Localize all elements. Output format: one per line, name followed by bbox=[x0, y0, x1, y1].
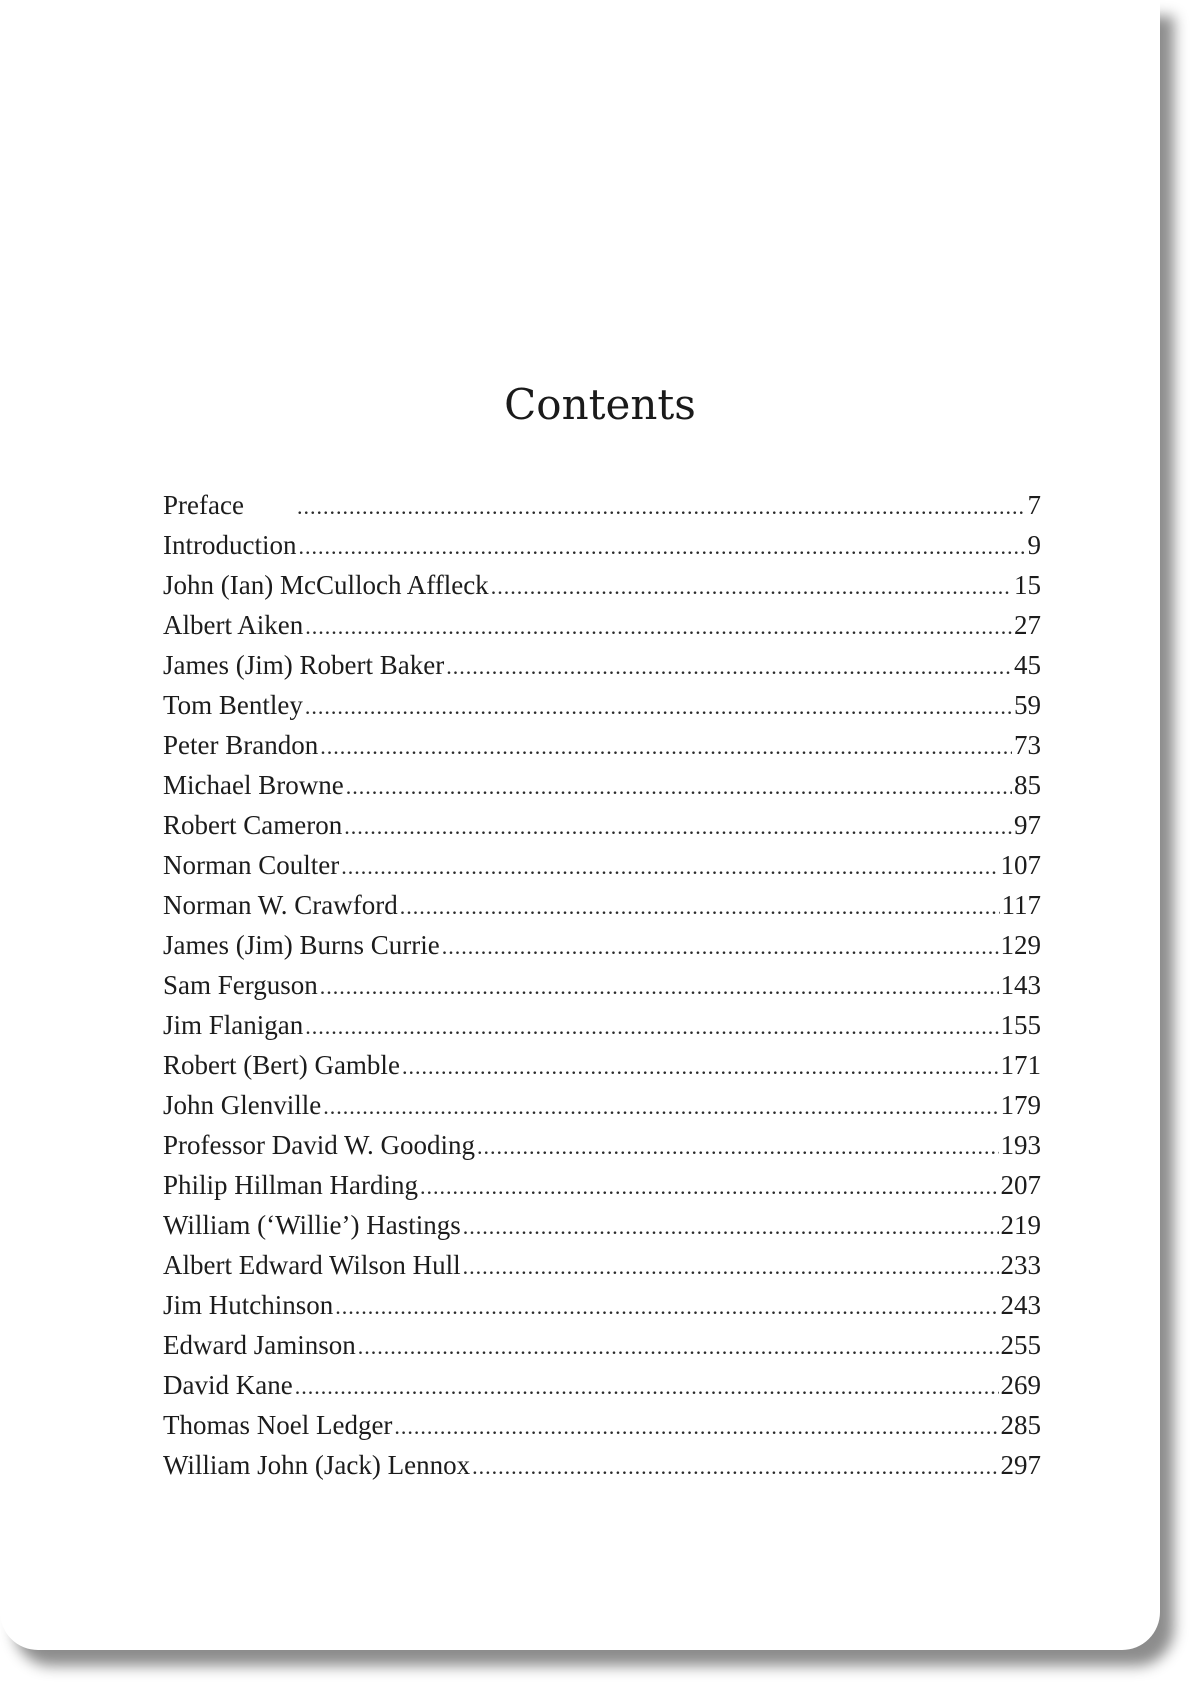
toc-entry bbox=[163, 1245, 1041, 1285]
toc-entry-page-number: 27 bbox=[1014, 610, 1041, 640]
toc-entry-page-number: 219 bbox=[1000, 1210, 1041, 1240]
toc-entry-label: Robert Cameron bbox=[163, 810, 343, 840]
toc-entry-page-number: 9 bbox=[1027, 530, 1041, 560]
toc-entry-label: William John (Jack) Lennox bbox=[163, 1450, 471, 1480]
toc-entry-page-number: 85 bbox=[1014, 770, 1041, 800]
toc-entry-page-number: 243 bbox=[1000, 1290, 1041, 1320]
toc-entry-label: Tom Bentley bbox=[163, 690, 303, 720]
toc-entry bbox=[163, 565, 1041, 605]
toc-entry-label: Norman W. Crawford bbox=[163, 890, 398, 920]
toc-entry bbox=[163, 1165, 1041, 1205]
toc-entry-page-number: 297 bbox=[1000, 1450, 1041, 1480]
toc-entry bbox=[163, 925, 1041, 965]
toc-entry-page-number: 73 bbox=[1014, 730, 1041, 760]
toc-entry-label: David Kane bbox=[163, 1370, 293, 1400]
toc-entry bbox=[163, 765, 1041, 805]
toc-entry bbox=[163, 725, 1041, 765]
toc-entry-label: Robert (Bert) Gamble bbox=[163, 1050, 400, 1080]
toc-dot-leader bbox=[295, 1367, 999, 1407]
toc-dot-leader bbox=[341, 847, 998, 887]
toc-entry-label: Albert Aiken bbox=[163, 610, 304, 640]
toc-dot-leader bbox=[420, 1167, 999, 1207]
toc-entry bbox=[163, 1445, 1041, 1485]
toc-entry-page-number: 233 bbox=[1000, 1250, 1041, 1280]
toc-dot-leader bbox=[491, 567, 1012, 607]
toc-entry bbox=[163, 1085, 1041, 1125]
toc-dot-leader bbox=[477, 1127, 999, 1167]
toc-entry-label: Norman Coulter bbox=[163, 850, 340, 880]
toc-entry-label: Jim Hutchinson bbox=[163, 1290, 334, 1320]
toc-entry-label: Introduction bbox=[163, 530, 297, 560]
toc-entry-page-number: 107 bbox=[1000, 850, 1041, 880]
toc-entry bbox=[163, 965, 1041, 1005]
table-of-contents bbox=[163, 485, 1041, 1485]
toc-entry-label: Thomas Noel Ledger bbox=[163, 1410, 393, 1440]
toc-entry-label: Jim Flanigan bbox=[163, 1010, 304, 1040]
toc-entry bbox=[163, 1325, 1041, 1365]
toc-dot-leader bbox=[442, 927, 999, 967]
toc-entry-label: John (Ian) McCulloch Affleck bbox=[163, 570, 489, 600]
toc-entry-page-number: 45 bbox=[1014, 650, 1041, 680]
toc-entry-label: William (‘Willie’) Hastings bbox=[163, 1210, 461, 1240]
toc-entry-page-number: 269 bbox=[1000, 1370, 1041, 1400]
toc-entry-page-number: 59 bbox=[1014, 690, 1041, 720]
toc-entry-page-number: 143 bbox=[1000, 970, 1041, 1000]
toc-entry-page-number: 207 bbox=[1000, 1170, 1041, 1200]
toc-dot-leader bbox=[323, 1087, 998, 1127]
toc-entry-page-number: 179 bbox=[1000, 1090, 1041, 1120]
toc-entry bbox=[163, 1045, 1041, 1085]
toc-dot-leader bbox=[472, 1447, 998, 1487]
toc-dot-leader bbox=[305, 687, 1012, 727]
toc-entry bbox=[163, 1365, 1041, 1405]
toc-dot-leader bbox=[400, 887, 1000, 927]
toc-dot-leader bbox=[335, 1287, 998, 1327]
toc-entry-page-number: 7 bbox=[1027, 490, 1041, 520]
toc-dot-leader bbox=[298, 527, 1025, 567]
toc-entry-label: John Glenville bbox=[163, 1090, 322, 1120]
toc-dot-leader bbox=[320, 727, 1012, 767]
toc-dot-leader bbox=[297, 487, 1026, 527]
toc-entry bbox=[163, 1125, 1041, 1165]
toc-entry-page-number: 155 bbox=[1000, 1010, 1041, 1040]
toc-entry-page-number: 193 bbox=[1000, 1130, 1041, 1160]
toc-dot-leader bbox=[320, 967, 999, 1007]
toc-entry-label: Albert Edward Wilson Hull bbox=[163, 1250, 461, 1280]
toc-entry-page-number: 255 bbox=[1000, 1330, 1041, 1360]
toc-entry-page-number: 171 bbox=[1000, 1050, 1041, 1080]
toc-entry bbox=[163, 845, 1041, 885]
toc-entry-page-number: 97 bbox=[1014, 810, 1041, 840]
toc-dot-leader bbox=[305, 1007, 998, 1047]
toc-entry-label: Professor David W. Gooding bbox=[163, 1130, 475, 1160]
page-title: Contents bbox=[504, 380, 696, 429]
toc-dot-leader bbox=[402, 1047, 999, 1087]
toc-entry-page-number: 117 bbox=[1001, 890, 1041, 920]
toc-entry bbox=[163, 605, 1041, 645]
toc-entry-page-number: 129 bbox=[1000, 930, 1041, 960]
toc-entry bbox=[163, 805, 1041, 845]
toc-dot-leader bbox=[344, 807, 1012, 847]
toc-dot-leader bbox=[346, 767, 1012, 807]
toc-entry-page-number: 15 bbox=[1014, 570, 1041, 600]
toc-entry-label: Peter Brandon bbox=[163, 730, 319, 760]
toc-entry-label: Preface bbox=[163, 490, 244, 520]
toc-dot-leader bbox=[394, 1407, 998, 1447]
toc-entry bbox=[163, 525, 1041, 565]
toc-entry-page-number: 285 bbox=[1000, 1410, 1041, 1440]
toc-dot-leader bbox=[463, 1207, 999, 1247]
toc-dot-leader bbox=[305, 607, 1012, 647]
toc-entry bbox=[163, 1405, 1041, 1445]
toc-entry bbox=[163, 685, 1041, 725]
toc-entry bbox=[163, 1205, 1041, 1245]
toc-entry bbox=[163, 885, 1041, 925]
toc-entry-label: Michael Browne bbox=[163, 770, 344, 800]
toc-entry-label: Sam Ferguson bbox=[163, 970, 318, 1000]
toc-dot-leader bbox=[463, 1247, 999, 1287]
toc-dot-leader bbox=[446, 647, 1012, 687]
toc-entry-label: James (Jim) Robert Baker bbox=[163, 650, 445, 680]
toc-entry bbox=[163, 645, 1041, 685]
toc-entry-label: Edward Jaminson bbox=[163, 1330, 356, 1360]
toc-entry bbox=[163, 1285, 1041, 1325]
toc-entry bbox=[163, 1005, 1041, 1045]
toc-entry-label: Philip Hillman Harding bbox=[163, 1170, 418, 1200]
toc-entry bbox=[163, 485, 1041, 525]
toc-entry-label: James (Jim) Burns Currie bbox=[163, 930, 440, 960]
toc-dot-leader bbox=[358, 1327, 999, 1367]
